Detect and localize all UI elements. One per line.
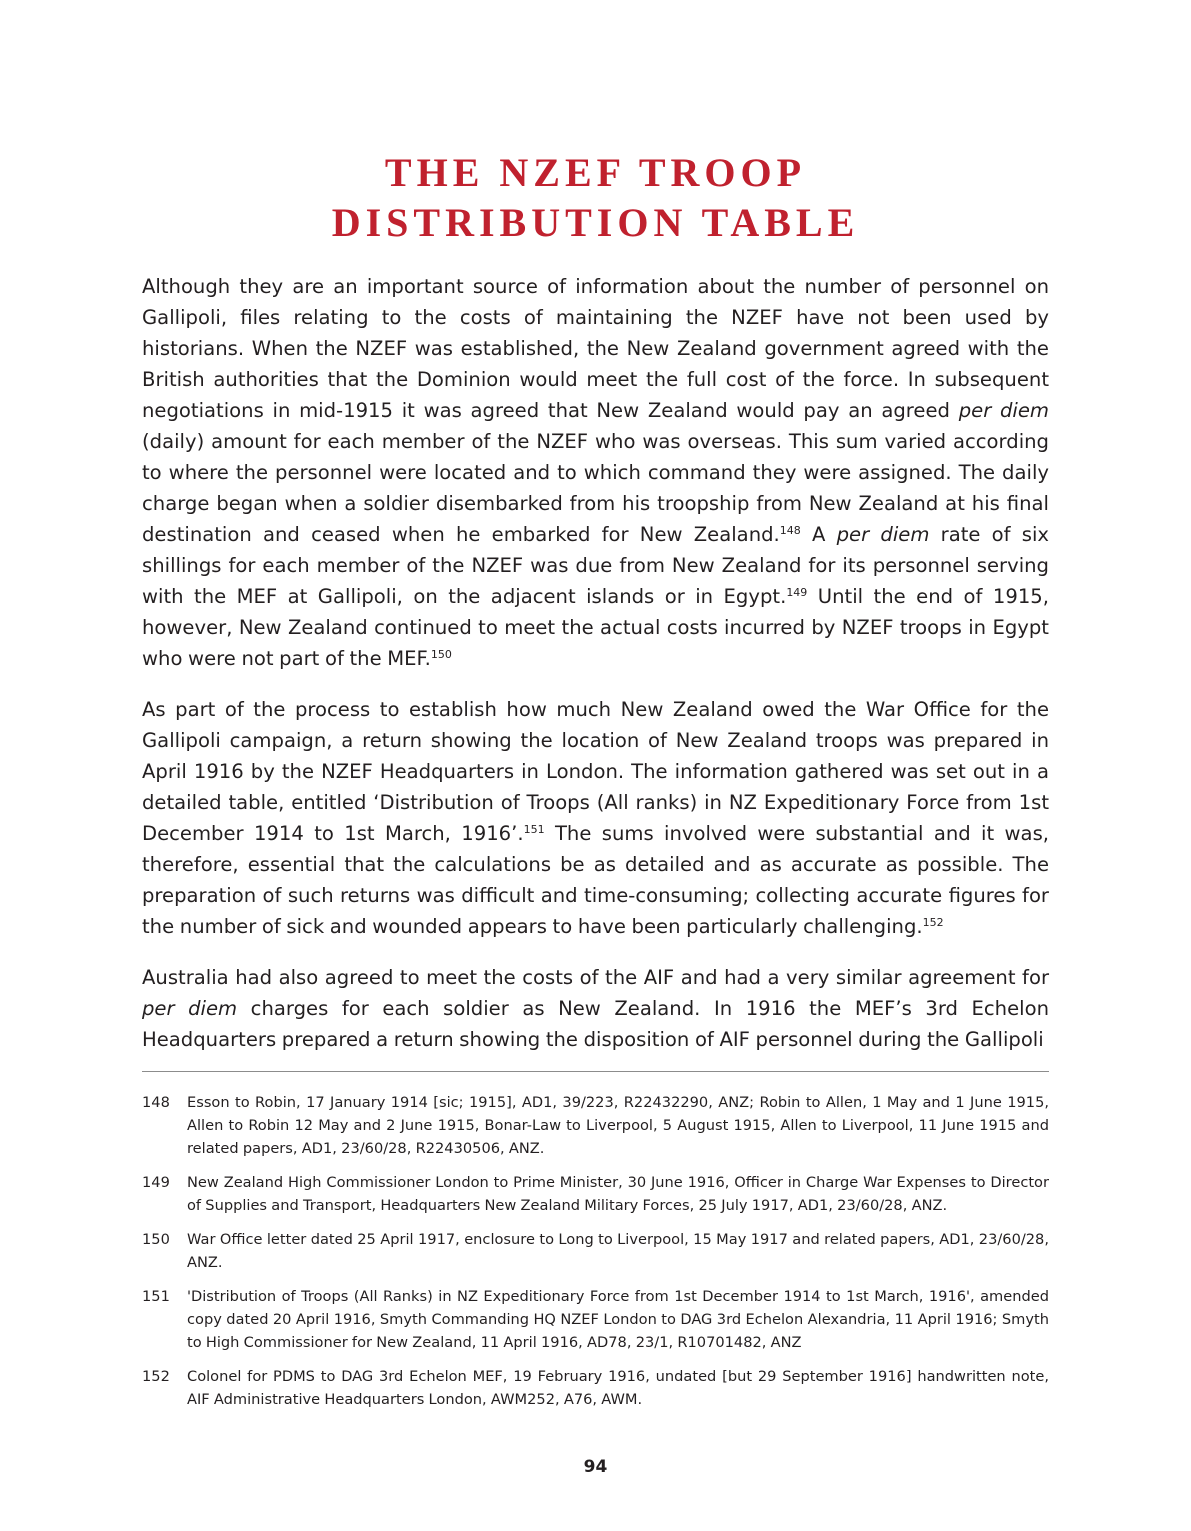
paragraph-3	[142, 962, 1049, 1055]
footnote-text: War Office letter dated 25 April 1917, enclosure to Long to Liverpool, 15 May 1917 and related papers, AD1, 23/60/28, ANZ.	[187, 1231, 1049, 1271]
footnote	[142, 1228, 1049, 1274]
paragraph-1-text: A	[800, 523, 837, 546]
footnotes	[142, 1091, 1049, 1422]
paragraph-1-text: Until the end of 1915, however, New Zealand continued to meet the actual costs incurred by NZEF troops in Egypt who were not part of the MEF.	[142, 585, 1049, 670]
footnote-divider	[142, 1071, 1049, 1072]
footnote	[142, 1285, 1049, 1354]
paragraph-1	[142, 271, 1049, 674]
footnote	[142, 1091, 1049, 1160]
footnote-ref[interactable]: 152	[922, 916, 944, 929]
footnote-text: 'Distribution of Troops (All Ranks) in NZ Expeditionary Force from 1st December 1914 to 1st March, 1916', amended copy dated 20 April 1916, Smyth Commanding HQ NZEF London to DAG 3rd Echelon Alexandria, 11 April 1916; Smyth to High Commissioner for New Zealand, 11 April 1916, AD78, 23/1, R10701482, ANZ	[187, 1288, 1049, 1351]
footnote-number: 151	[142, 1288, 170, 1305]
italic-term: per diem	[836, 523, 930, 546]
footnote-ref[interactable]: 151	[523, 823, 545, 836]
footnote-text: Esson to Robin, 17 January 1914 [sic; 1915], AD1, 39/223, R22432290, ANZ; Robin to Allen, 1 May and 1 June 1915, Allen to Robin 12 May and 2 June 1915, Bonar-Law to Liverpool, 5 August 1915, Allen to Liverpool, 11 June 1915 and related papers, AD1, 23/60/28, R22430506, ANZ.	[187, 1094, 1049, 1157]
footnote-text: New Zealand High Commissioner London to Prime Minister, 30 June 1916, Officer in Charge War Expenses to Director of Supplies and Transport, Headquarters New Zealand Military Forces, 25 July 1917, AD1, 23/60/28, ANZ.	[187, 1174, 1049, 1214]
paragraph-1-text: Although they are an important source of information about the number of personnel on Gallipoli, files relating to the costs of maintaining the NZEF have not been used by historians. When the NZEF was established, the New Zealand government agreed with the British authorities that the Dominion would meet the full cost of the force. In subsequent negotiations in mid-1915 it was agreed that New Zealand would pay an agreed	[142, 275, 1049, 422]
footnote-ref[interactable]: 150	[430, 648, 452, 661]
footnote-ref[interactable]: 149	[786, 586, 808, 599]
italic-term: per diem	[958, 399, 1050, 422]
paragraph-2-text: The sums involved were substantial and it was, therefore, essential that the calculations be as detailed and as accurate as possible. The preparation of such returns was difficult and time-consuming; collecting accurate figures for the number of sick and wounded appears to have been particularly challenging.	[142, 822, 1049, 938]
footnote-number: 148	[142, 1094, 170, 1111]
body-text	[142, 271, 1049, 1075]
footnote-number: 150	[142, 1231, 170, 1248]
paragraph-2-text: As part of the process to establish how much New Zealand owed the War Office for the Gallipoli campaign, a return showing the location of New Zealand troops was prepared in April 1916 by the NZEF Headquarters in London. The information gathered was set out in a detailed table, entitled ‘Distribution of Troops (All ranks) in NZ Expeditionary Force from 1st December 1914 to 1st March, 1916’.	[142, 698, 1049, 845]
footnote-text: Colonel for PDMS to DAG 3rd Echelon MEF, 19 February 1916, undated [but 29 September 1916] handwritten note, AIF Administrative Headquarters London, AWM252, A76, AWM.	[187, 1368, 1049, 1408]
paragraph-2	[142, 694, 1049, 942]
page-title	[0, 148, 1191, 248]
paragraph-1-text: (daily) amount for each member of the NZEF who was overseas. This sum varied according to where the personnel were located and to which command they were assigned. The daily charge began when a soldier disembarked from his troopship from New Zealand at his final destination and ceased when he embarked for New Zealand.	[142, 430, 1049, 546]
footnote	[142, 1171, 1049, 1217]
paragraph-3-text: charges for each soldier as New Zealand. In 1916 the MEF’s 3rd Echelon Headquarters prepared a return showing the disposition of AIF personnel during the Gallipoli	[142, 997, 1049, 1051]
footnote-number: 149	[142, 1174, 170, 1191]
italic-term: per diem	[142, 997, 238, 1020]
page-title-line-1: THE NZEF TROOP	[384, 150, 807, 195]
page-title-line-2: DISTRIBUTION TABLE	[331, 200, 860, 245]
paragraph-3-text: Australia had also agreed to meet the costs of the AIF and had a very similar agreement for	[142, 966, 1049, 989]
paragraph-1-text: rate of six shillings for each member of the NZEF was due from New Zealand for its personnel serving with the MEF at Gallipoli, on the adjacent islands or in Egypt.	[142, 523, 1050, 608]
footnote-ref[interactable]: 148	[779, 524, 801, 537]
page-number: 94	[583, 1457, 608, 1477]
footnote-number: 152	[142, 1368, 170, 1385]
footnote	[142, 1365, 1049, 1411]
